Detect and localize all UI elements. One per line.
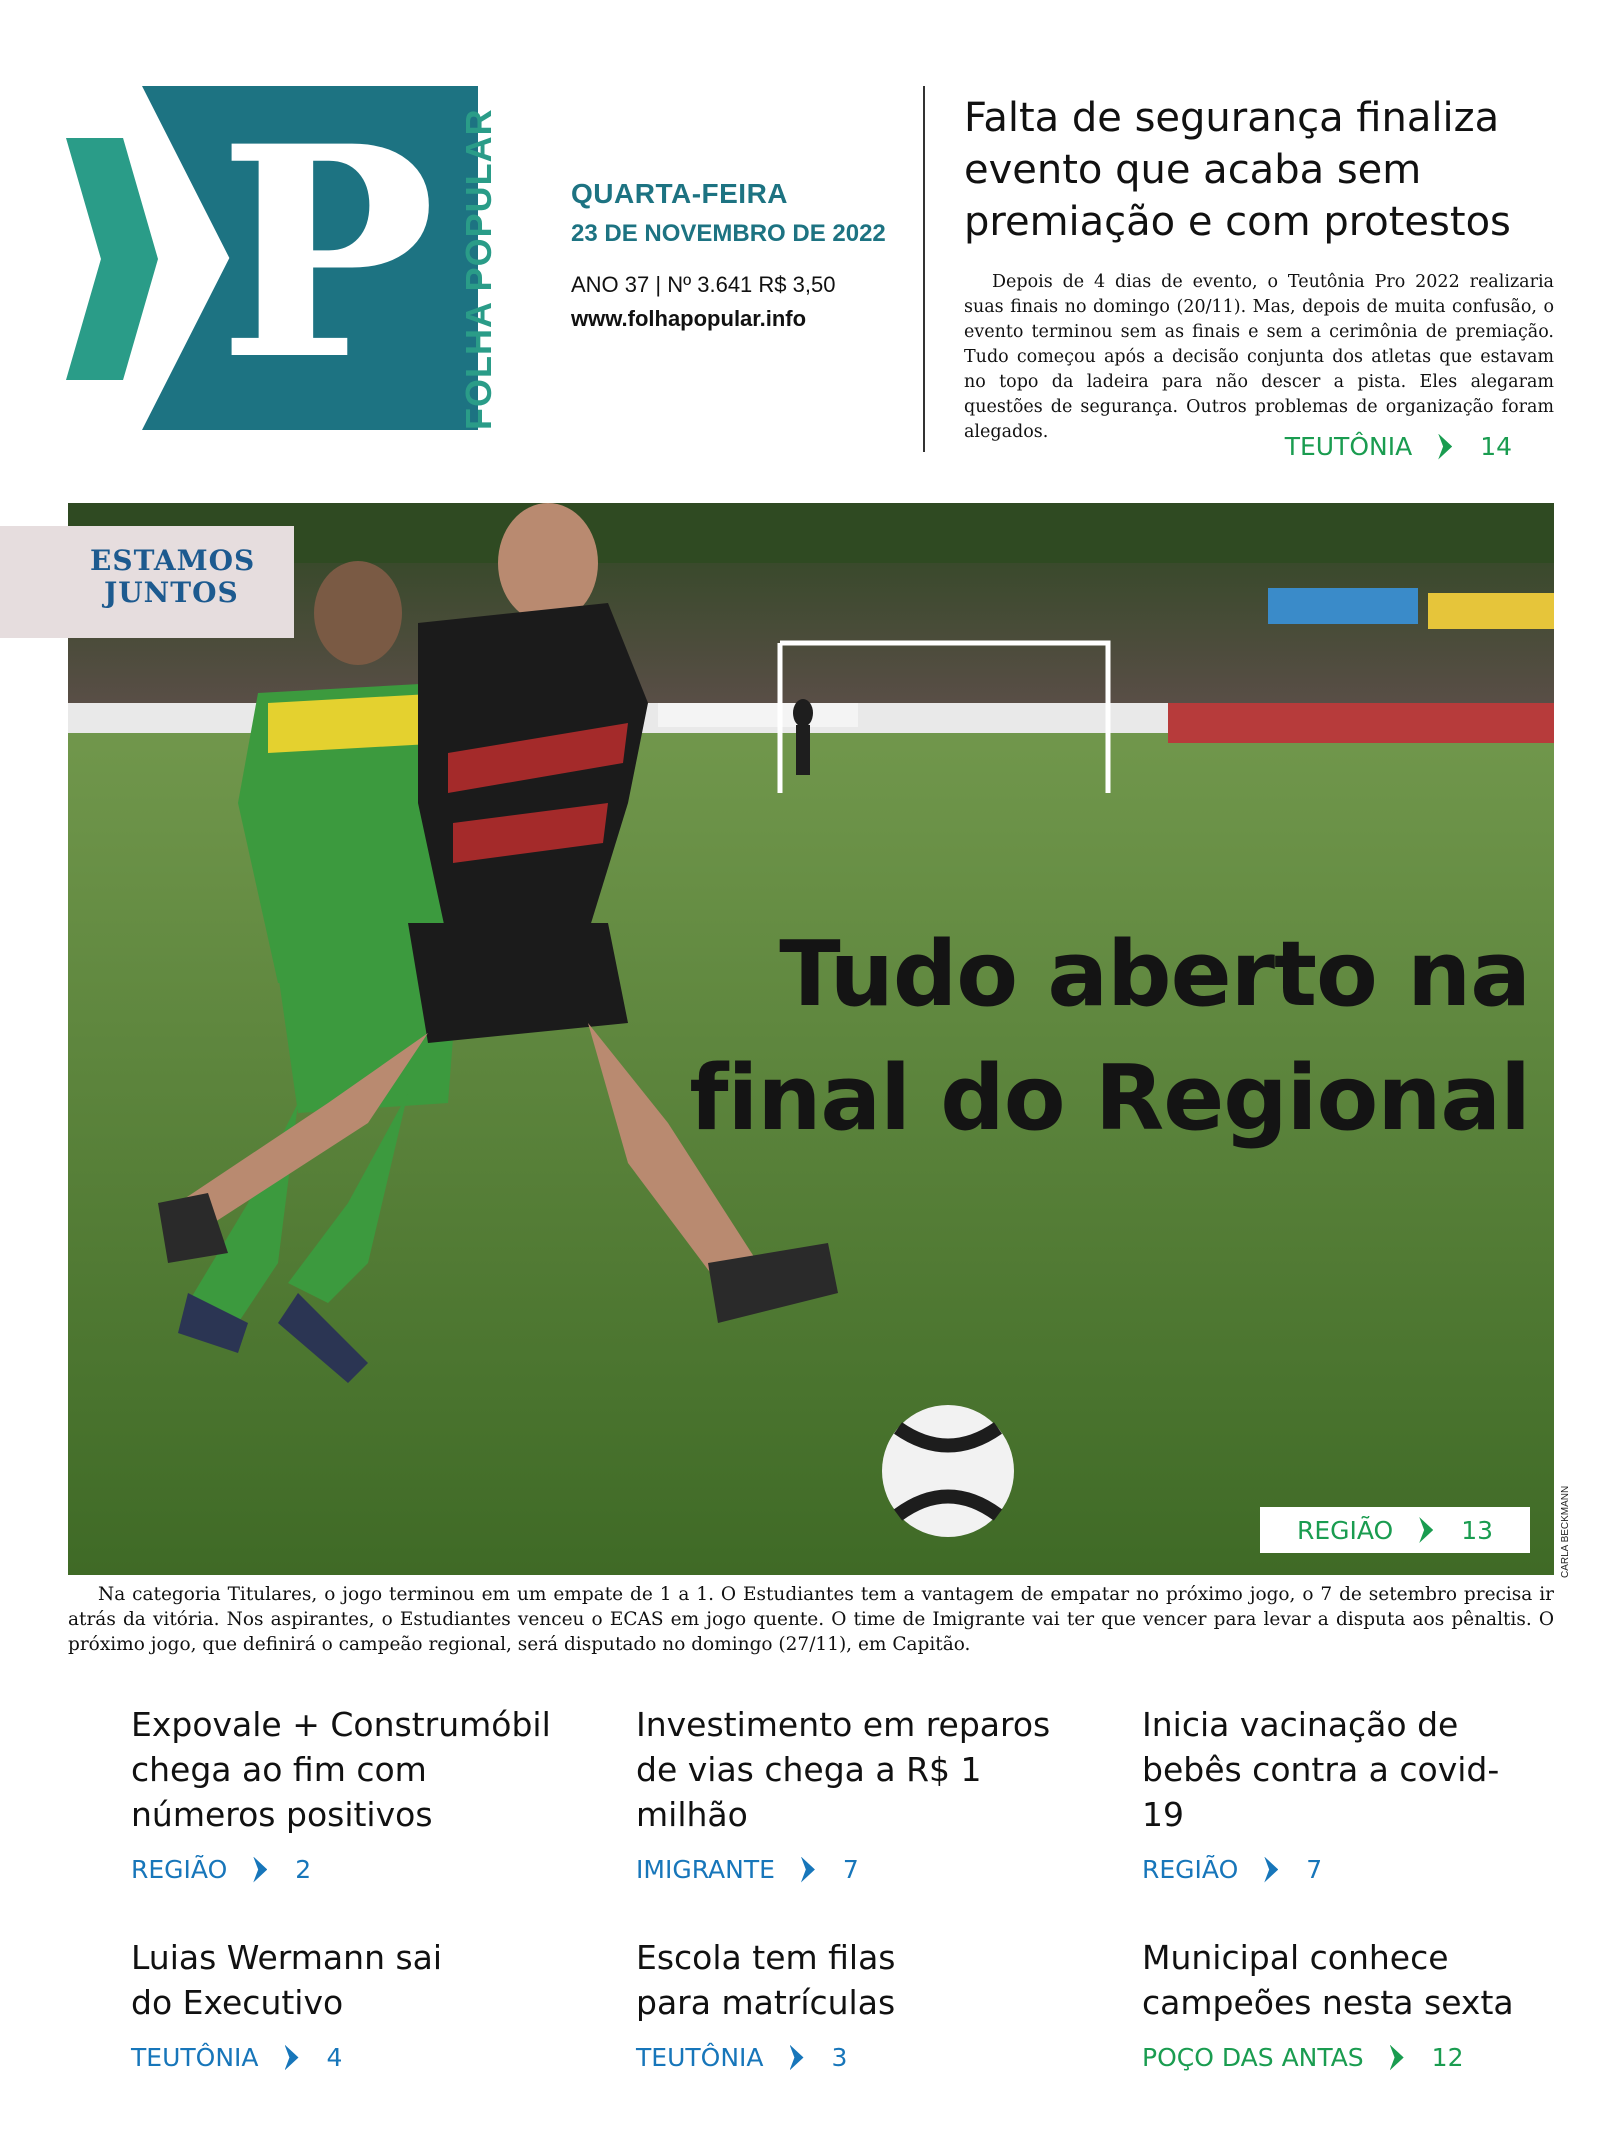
page-number: 7 bbox=[842, 1855, 859, 1884]
arrow-right-icon bbox=[1438, 434, 1452, 460]
arrow-right-icon bbox=[1419, 1517, 1433, 1543]
hero-photo bbox=[68, 503, 1554, 1575]
section-label: REGIÃO bbox=[131, 1855, 228, 1884]
page-number: 3 bbox=[831, 2043, 848, 2072]
hero-headline[interactable] bbox=[630, 913, 1530, 1161]
story-teaser[interactable] bbox=[131, 1935, 461, 2072]
page-number: 7 bbox=[1306, 1855, 1323, 1884]
hero-headline-line1: Tudo aberto na bbox=[779, 922, 1530, 1027]
hero-headline-line2: final do Regional bbox=[689, 1046, 1530, 1151]
hero-page-ref bbox=[1297, 1516, 1493, 1545]
photo-credit: CARLA BECKMANN bbox=[1560, 1485, 1571, 1578]
arrow-right-icon bbox=[1390, 2045, 1404, 2071]
story-headline[interactable]: Investimento em reparos de vias chega a R$ 1 milhão bbox=[636, 1705, 1051, 1834]
story-headline[interactable]: Municipal conhece campeões nesta sexta bbox=[1142, 1938, 1514, 2022]
story-teaser[interactable] bbox=[636, 1935, 966, 2072]
story-page-ref[interactable] bbox=[1142, 2043, 1522, 2072]
newspaper-logo[interactable] bbox=[66, 86, 526, 430]
top-story-body: Depois de 4 dias de evento, o Teutônia Pro 2022 realizaria suas finais no domingo (20/11). Mas, depois de muita confusão, o evento terminou sem as finais e sem a cerimônia de premiação. Tudo começou após a decisão conjunta dos atletas que estavam no topo da ladeira para não descer a pista. Eles alegaram questões de segurança. Outros problemas de organização foram alegados. bbox=[964, 272, 1554, 442]
estamos-juntos-badge bbox=[0, 526, 294, 638]
logo-chevron-icon bbox=[66, 138, 158, 380]
edition-info bbox=[571, 178, 911, 332]
story-teaser[interactable] bbox=[636, 1702, 1056, 1884]
arrow-right-icon bbox=[285, 2045, 299, 2071]
top-story-page-ref[interactable] bbox=[1285, 432, 1512, 461]
top-story-headline[interactable]: Falta de segurança finaliza evento que acaba sem premiação e com protestos bbox=[964, 95, 1511, 245]
issue-number: ANO 37 | Nº 3.641 R$ 3,50 bbox=[571, 272, 836, 297]
story-teaser[interactable] bbox=[131, 1702, 551, 1884]
story-page-ref[interactable] bbox=[131, 1855, 551, 1884]
page-number: 2 bbox=[295, 1855, 312, 1884]
section-label: TEUTÔNIA bbox=[131, 2043, 259, 2072]
page-number: 12 bbox=[1431, 2043, 1464, 2072]
story-teaser[interactable] bbox=[1142, 1935, 1522, 2072]
page-number: 4 bbox=[326, 2043, 343, 2072]
badge-line2: JUNTOS bbox=[104, 576, 239, 609]
badge-line1: ESTAMOS bbox=[90, 544, 256, 577]
photo-caption: Na categoria Titulares, o jogo terminou em um empate de 1 a 1. O Estudiantes tem a vantagem de empatar no próximo jogo, o 7 de setembro precisa ir atrás da vitória. Nos aspirantes, o Estudiantes venceu o ECAS em jogo quente. O time de Imigrante vai ter que vencer para levar a disputa aos pênaltis. O próximo jogo, que definirá o campeão regional, será disputado no domingo (27/11), em Capitão. bbox=[68, 1584, 1554, 1655]
story-page-ref[interactable] bbox=[636, 2043, 966, 2072]
section-label: REGIÃO bbox=[1142, 1855, 1239, 1884]
website-link[interactable]: www.folhapopular.info bbox=[571, 306, 807, 331]
section-label: POÇO DAS ANTAS bbox=[1142, 2043, 1364, 2072]
section-label: TEUTÔNIA bbox=[636, 2043, 764, 2072]
arrow-right-icon bbox=[253, 1857, 267, 1883]
arrow-right-icon bbox=[790, 2045, 804, 2071]
section-label: REGIÃO bbox=[1296, 1515, 1394, 1545]
edition-weekday: QUARTA-FEIRA bbox=[571, 178, 789, 209]
story-page-ref[interactable] bbox=[636, 1855, 1056, 1884]
page-number: 14 bbox=[1480, 432, 1512, 461]
story-headline[interactable]: Luias Wermann sai do Executivo bbox=[131, 1938, 443, 2022]
edition-date: 23 DE NOVEMBRO DE 2022 bbox=[571, 220, 886, 247]
story-page-ref[interactable] bbox=[1142, 1855, 1522, 1884]
story-page-ref[interactable] bbox=[131, 2043, 461, 2072]
story-headline[interactable]: Inicia vacinação de bebês contra a covid-19 bbox=[1142, 1705, 1500, 1834]
top-story[interactable] bbox=[964, 92, 1554, 461]
section-label: TEUTÔNIA bbox=[1284, 432, 1413, 461]
story-headline[interactable]: Expovale + Construmóbil chega ao fim com números positivos bbox=[131, 1705, 551, 1834]
arrow-right-icon bbox=[801, 1857, 815, 1883]
logo-letter: P bbox=[218, 84, 437, 424]
story-teaser[interactable] bbox=[1142, 1702, 1522, 1884]
story-headline[interactable]: Escola tem filas para matrículas bbox=[636, 1938, 896, 2022]
column-divider bbox=[923, 86, 925, 452]
newspaper-name: FOLHA POPULAR bbox=[458, 108, 499, 430]
hero-page-ref-box[interactable] bbox=[1260, 1507, 1530, 1553]
section-label: IMIGRANTE bbox=[636, 1855, 775, 1884]
page-number: 13 bbox=[1461, 1515, 1494, 1545]
arrow-right-icon bbox=[1264, 1857, 1278, 1883]
